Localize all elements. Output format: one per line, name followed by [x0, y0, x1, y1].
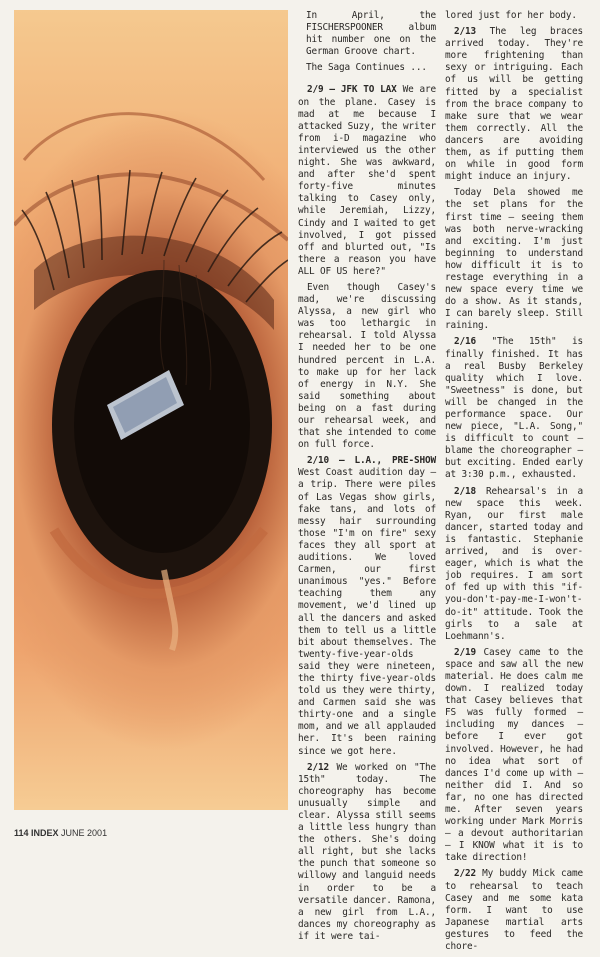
entry-text: Casey came to the space and saw all the new material. He does calm me down. I realized today that Casey believes that FS was fully formed — including my dances — before I ever got involved. However, he had no idea what sort of dances I'd come up with — neither did I. And so far, no one has directed me. After seven years working under Mark Morris — a devout authoritarian — I KNOW what it is to take direction!	[445, 646, 583, 864]
entry-date: 2/16	[454, 336, 476, 348]
page-footer	[14, 828, 107, 838]
eye-illustration	[14, 10, 288, 810]
entry-date: 2/10 — L.A., PRE-SHOW	[307, 455, 436, 467]
entry-text: We worked on "The 15th" today. The choreography has become unusually simple and clear. Alyssa still seems a little less hungry than the others. She's doing all right, but she lacks the punch that someone so willowy and languid needs in order to be a versatile dancer. Ramona, a new girl from L.A., dances my choreography as if it were tai-	[298, 761, 436, 942]
eye-closeup-photo	[14, 10, 288, 810]
entry-text: The leg braces arrived today. They're more frightening than sexy or intriguing. Each of us will be getting fitted by a specialist from the brace company to make sure that we wear them correctly. All the dancers are avoiding them, as if putting them on while in good form might induce an injury.	[445, 26, 583, 183]
entry	[298, 84, 436, 278]
entry-text: My buddy Mick came to rehearsal to teach Casey and me some kata form. I want to use Japanese martial arts gestures to feed the chore-	[445, 868, 583, 953]
entry-date: 2/22	[454, 868, 476, 880]
intro-tagline: The Saga Continues ...	[306, 62, 427, 74]
entry-text: Today Dela showed me the set plans for the first time — seeing them was both nerve-wracking and exciting. I'm just beginning to understand how difficult it is to restage everything in a new space every time we do a show. As it stands, I can barely sleep. Still raining.	[445, 187, 583, 332]
entry	[298, 455, 436, 757]
entry	[445, 868, 583, 953]
entry-text: Rehearsal's in a new space this week. Ryan, our first male dancer, started today and is fantastic. Stephanie arrived, and is over-eager, which is what the job requires. I am sort of fed up with this "if-you-don't-pay-me-I-won't-do-it" attitude. Took the girls to a sale at Loehmann's.	[445, 485, 583, 642]
entry	[445, 336, 583, 481]
entry-date: 2/12	[307, 761, 329, 773]
entry-text: We are on the plane. Casey is mad at me because I attacked Suzy, the writer from i-D magazine who interviewed us the other night. She was awkward, and after she'd spent forty-five minutes talking to Casey only, while Jeremiah, Lizzy, Cindy and I waited to get involved, I got pissed off and blurted out, "Is there a reason you have ALL OF US here?"	[298, 84, 436, 277]
folio: 114 INDEX	[14, 828, 59, 838]
intro-paragraph: In April, the FISCHERSPOONER album hit number one on the German Groove chart.	[306, 10, 436, 58]
entry-date: 2/13	[454, 26, 476, 38]
entry	[298, 762, 436, 943]
text-column-left	[298, 10, 436, 947]
entry	[445, 26, 583, 183]
entry	[298, 282, 436, 451]
entry	[445, 187, 583, 332]
entry-date: 2/19	[454, 646, 476, 658]
issue-date: JUNE 2001	[61, 828, 108, 838]
entry-date: 2/18	[454, 485, 476, 497]
entries-left	[298, 84, 436, 943]
entry-date: 2/9 — JFK TO LAX	[307, 84, 397, 96]
entry	[445, 486, 583, 643]
entry-text: Even though Casey's mad, we're discussing Alyssa, a new girl who was too lethargic in rehearsal. I told Alyssa I needed her to be one hundred percent in L.A. to make up for her lack of energy in N.Y. She said something about being on a fast during our rehearsal week, and that she intended to come on full force.	[298, 281, 436, 451]
entry-text: West Coast audition day — a trip. There were piles of Las Vegas show girls, fake tans, and lots of messy hair surrounding those "I'm on fire" sexy faces they all sport at auditions. We loved Carmen, our first unanimous "yes." Before teaching them any movement, we'd lined up all the dancers and asked them to tell us a little bit about themselves. The twenty-five-year-olds said they were nineteen, the thirty five-year-olds told us they were thirty, and Carmen said she was thirty-one and a single mom, and we all applauded her. It's been raining since we got here.	[298, 467, 436, 757]
entry-continued	[445, 10, 583, 22]
entry	[445, 647, 583, 865]
text-column-right	[445, 10, 583, 957]
entry-text: lored just for her body.	[445, 10, 577, 21]
entry-text: "The 15th" is finally finished. It has a real Busby Berkeley quality which I love. "Sweetness" is done, but will be changed in the performance space. Our new piece, "L.A. Song," is difficult to count — blame the choreographer — but exciting. Ended early at 3:30 p.m., exhausted.	[445, 336, 583, 481]
